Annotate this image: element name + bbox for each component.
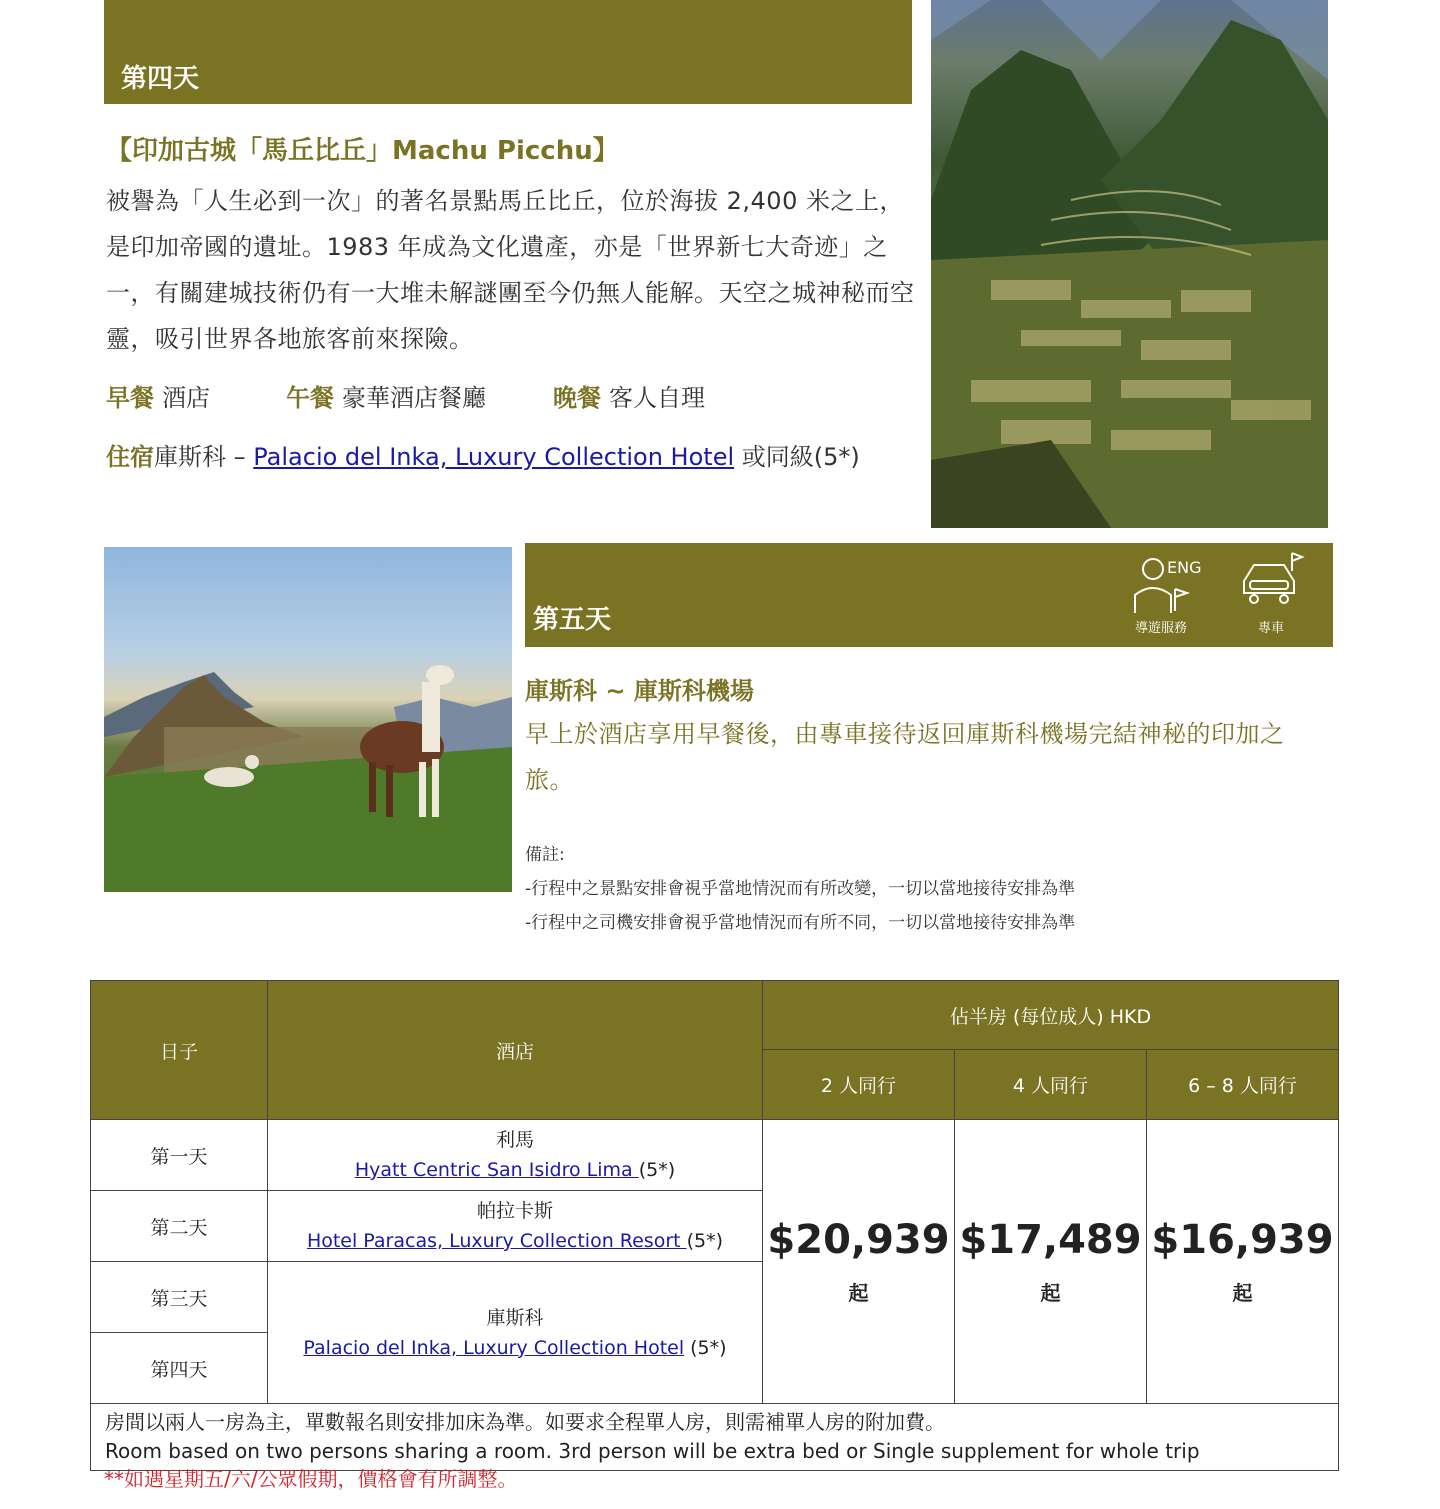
note-item: -行程中之景點安排會視乎當地情況而有所改變，一切以當地接待安排為準 (525, 879, 1076, 899)
stay-suffix: 或同級(5*) (734, 443, 860, 471)
hotel-city: 庫斯科 (486, 1306, 544, 1329)
notes (525, 838, 1075, 940)
hotel-rating: (5*) (638, 1159, 676, 1181)
day4-banner (104, 0, 912, 104)
stay-city: 庫斯科 – (154, 443, 254, 471)
header-4-pax: 4 人同行 (955, 1050, 1147, 1120)
machu-picchu-photo (931, 0, 1328, 528)
price-4-pax: $17,489 (959, 1217, 1142, 1263)
stay-label: 住宿 (106, 443, 154, 471)
room-note-en: Room based on two persons sharing a room. 3rd person will be extra bed or Single supplement for whole trip (105, 1439, 1200, 1463)
price-suffix: 起 (1040, 1281, 1061, 1305)
dinner (553, 378, 705, 413)
hotel-city: 帕拉卡斯 (476, 1200, 553, 1222)
day4-title: 【印加古城「馬丘比丘」Machu Picchu】 (106, 136, 619, 166)
header-price-group: 佔半房 (每位成人) HKD (763, 981, 1339, 1050)
lunch-label: 午餐 (286, 384, 334, 412)
header-hotel: 酒店 (268, 981, 763, 1120)
lunch-value: 豪華酒店餐廳 (342, 384, 486, 412)
day4-description: 被譽為「人生必到一次」的著名景點馬丘比丘，位於海拔 2,400 米之上，是印加帝國的遺址。1983 年成為文化遺產，亦是「世界新七大奇迹」之一，有關建城技術仍有一大堆未解謎團至今仍無人能解。天空之城神秘而空靈，吸引世界各地旅客前來探險。 (106, 187, 915, 353)
price-2-pax: $20,939 (767, 1217, 950, 1263)
price-table (90, 980, 1339, 1471)
price-4-pax-cell (955, 1120, 1147, 1404)
holiday-footnote: **如遇星期五/六/公眾假期，價格會有所調整。 (104, 1467, 518, 1491)
guide-eng-tag: ENG (1167, 558, 1202, 577)
notes-title: 備註: (525, 845, 565, 865)
hotel-city: 利馬 (495, 1129, 534, 1151)
car-service-label: 專車 (1257, 621, 1284, 636)
day5-route: 庫斯科 ~ 庫斯科機場 (525, 677, 754, 705)
llama-photo (104, 547, 512, 892)
table-row (91, 1120, 1339, 1191)
day4-accommodation (106, 437, 860, 472)
header-day: 日子 (91, 981, 268, 1120)
guide-service-label: 導遊服務 (1134, 621, 1187, 636)
table-row (91, 1404, 1339, 1471)
price-2-pax-cell (763, 1120, 955, 1404)
room-note-zh: 房間以兩人一房為主，單數報名則安排加床為準。如要求全程單人房，則需補單人房的附加費。 (105, 1410, 945, 1434)
hotel-rating: (5*) (684, 1336, 727, 1359)
machu-picchu-illustration (931, 0, 1328, 528)
header-6-8-pax: 6 – 8 人同行 (1147, 1050, 1339, 1120)
hotel-rating: (5*) (686, 1230, 724, 1252)
hotel-link[interactable]: Palacio del Inka, Luxury Collection Hotel (303, 1336, 685, 1359)
guide-service (1121, 549, 1201, 636)
header-2-pax: 2 人同行 (763, 1050, 955, 1120)
hotel-cell (268, 1120, 763, 1191)
day5-description: 早上於酒店享用早餐後，由專車接待返回庫斯科機場完結神秘的印加之旅。 (525, 720, 1285, 794)
day-cell: 第三天 (91, 1262, 268, 1333)
hotel-cell (268, 1262, 763, 1404)
price-6-8-pax: $16,939 (1151, 1217, 1334, 1263)
room-note (91, 1404, 1339, 1471)
guide-icon (1129, 549, 1202, 613)
lunch (286, 378, 486, 413)
day-cell: 第四天 (91, 1333, 268, 1404)
day5-banner (525, 543, 1333, 647)
hotel-link[interactable]: Hotel Paracas, Luxury Collection Resort (306, 1230, 687, 1252)
llama-illustration (104, 547, 512, 892)
price-6-8-pax-cell (1147, 1120, 1339, 1404)
day-cell: 第一天 (91, 1120, 268, 1191)
car-icon (1236, 549, 1306, 613)
day-cell: 第二天 (91, 1191, 268, 1262)
note-item: -行程中之司機安排會視乎當地情況而有所不同，一切以當地接待安排為準 (525, 913, 1076, 933)
dinner-value: 客人自理 (609, 384, 705, 412)
hotel-link[interactable]: Hyatt Centric San Isidro Lima (354, 1159, 639, 1181)
breakfast-label: 早餐 (106, 384, 154, 412)
car-service (1231, 549, 1311, 636)
stay-hotel-link[interactable]: Palacio del Inka, Luxury Collection Hotel (253, 443, 735, 471)
day5-banner-title: 第五天 (533, 605, 612, 635)
price-suffix: 起 (1232, 1281, 1253, 1305)
day4-banner-title: 第四天 (121, 64, 200, 94)
price-suffix: 起 (848, 1281, 869, 1305)
breakfast (106, 378, 210, 413)
breakfast-value: 酒店 (162, 384, 210, 412)
hotel-cell (268, 1191, 763, 1262)
dinner-label: 晚餐 (553, 384, 601, 412)
